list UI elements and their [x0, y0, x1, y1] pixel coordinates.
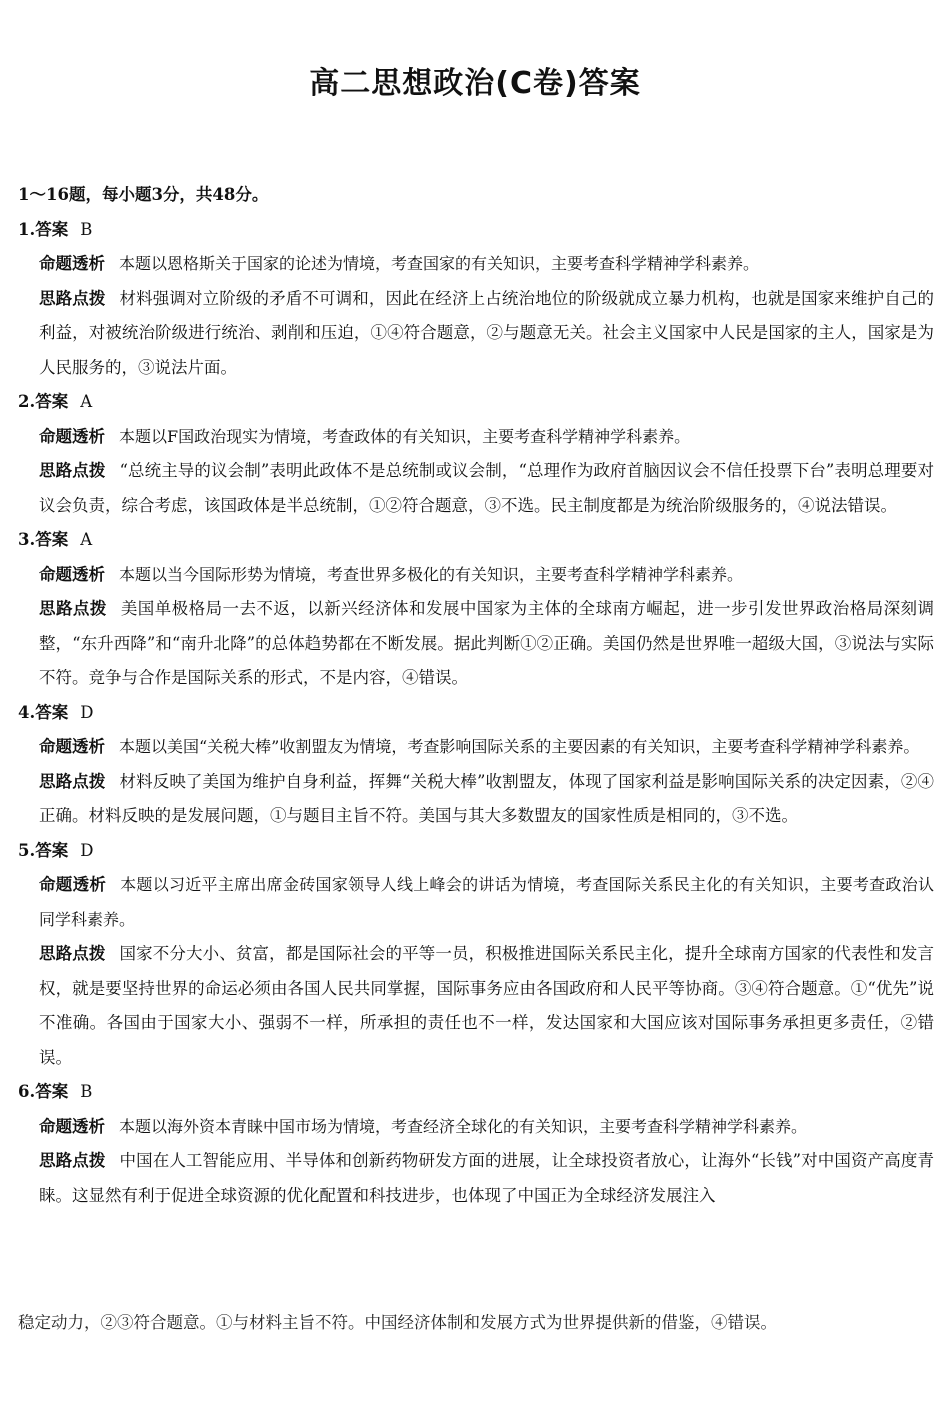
question-number: 5. — [18, 840, 36, 860]
question-number: 3. — [18, 530, 36, 549]
question-header — [18, 385, 934, 420]
question-6 — [18, 1075, 934, 1213]
question-header — [18, 1075, 934, 1110]
hint-label: 思路点拨 — [39, 771, 106, 791]
hint-text: “总统主导的议会制”表明此政体不是总统制或议会制，“总理作为政府首脑因议会不信任投票下台”表明总理要对议会负责，综合考虑，该国政体是半总统制，①②符合题意，③不选。民主制度都是为统治阶级服务的，④说法错误。 — [39, 461, 935, 515]
analysis-label: 命题透析 — [39, 254, 105, 273]
answer-value: A — [80, 392, 93, 411]
analysis-paragraph — [18, 247, 934, 282]
hint-label: 思路点拨 — [39, 599, 107, 618]
question-number: 6. — [18, 1082, 36, 1101]
hint-paragraph — [18, 454, 934, 523]
analysis-paragraph — [18, 558, 934, 593]
answer-value: D — [80, 702, 94, 722]
question-3 — [18, 523, 934, 696]
analysis-paragraph — [18, 420, 934, 455]
answer-value: A — [80, 530, 93, 549]
answer-label: 答案 — [35, 392, 69, 411]
analysis-paragraph — [18, 730, 934, 765]
hint-paragraph — [18, 765, 934, 834]
analysis-text: 本题以习近平主席出席金砖国家领导人线上峰会的讲话为情境，考查国际关系民主化的有关知识，主要考查政治认同学科素养。 — [39, 875, 934, 929]
answer-value: B — [80, 1082, 93, 1101]
analysis-paragraph — [18, 1110, 934, 1145]
answer-label: 答案 — [35, 1082, 69, 1101]
hint-paragraph — [18, 592, 934, 696]
hint-paragraph — [18, 282, 934, 386]
answer-content — [18, 178, 934, 1213]
question-header — [18, 696, 934, 731]
analysis-text: 本题以当今国际形势为情境，考查世界多极化的有关知识，主要考查科学精神学科素养。 — [119, 564, 744, 584]
hint-text: 中国在人工智能应用、半导体和创新药物研发方面的进展，让全球投资者放心，让海外“长钱”对中国资产高度青睐。这显然有利于促进全球资源的优化配置和科技进步，也体现了中国正为全球经济发展注入 — [39, 1151, 935, 1205]
intro-line: 1～16题，每小题3分，共48分。 — [18, 185, 269, 204]
hint-label: 思路点拨 — [39, 1151, 106, 1170]
question-header — [18, 213, 934, 248]
hint-text: 美国单极格局一去不返，以新兴经济体和发展中国家为主体的全球南方崛起，进一步引发世界政治格局深刻调整，“东升西降”和“南升北降”的总体趋势都在不断发展。据此判断①②正确。美国仍然是世界唯一超级大国，③说法与实际不符。竞争与合作是国际关系的形式，不是内容，④错误。 — [39, 599, 935, 687]
question-number: 1. — [18, 219, 36, 239]
question-4 — [18, 696, 934, 834]
hint-label: 思路点拨 — [39, 461, 106, 480]
truncated-line — [18, 1313, 934, 1340]
analysis-label: 命题透析 — [39, 564, 105, 584]
question-1 — [18, 213, 934, 386]
answer-label: 答案 — [35, 702, 69, 722]
analysis-label: 命题透析 — [39, 875, 107, 894]
analysis-text: 本题以海外资本青睐中国市场为情境，考查经济全球化的有关知识，主要考查科学精神学科素养。 — [119, 1116, 808, 1136]
question-5 — [18, 834, 934, 1076]
page-title: 高二思想政治(C卷)答案 — [309, 66, 641, 101]
hint-text: 国家不分大小、贫富，都是国际社会的平等一员，积极推进国际关系民主化，提升全球南方国家的代表性和发言权，就是要坚持世界的命运必须由各国人民共同掌握，国际事务应由各国政府和人民平等协商。③④符合题意。①“优先”说不准确。各国由于国家大小、强弱不一样，所承担的责任也不一样，发达国家和大国应该对国际事务承担更多责任，②错误。 — [39, 944, 934, 1067]
analysis-text: 本题以美国“关税大棒”收割盟友为情境，考查影响国际关系的主要因素的有关知识，主要考查科学精神学科素养。 — [119, 737, 920, 756]
answer-label: 答案 — [35, 530, 69, 549]
question-2 — [18, 385, 934, 523]
analysis-paragraph — [18, 868, 934, 937]
hint-paragraph — [18, 1144, 934, 1213]
answer-label: 答案 — [35, 219, 69, 239]
analysis-label: 命题透析 — [39, 426, 105, 446]
truncated-line-text: 稳定动力，②③符合题意。①与材料主旨不符。中国经济体制和发展方式为世界提供新的借鉴，④错误。 — [18, 1313, 777, 1332]
question-header — [18, 523, 934, 558]
hint-label: 思路点拨 — [39, 288, 106, 308]
question-number: 4. — [18, 702, 36, 722]
page-bottom-margin — [0, 1340, 950, 1407]
analysis-label: 命题透析 — [39, 737, 105, 756]
answer-value: D — [80, 840, 94, 860]
analysis-text: 本题以恩格斯关于国家的论述为情境，考查国家的有关知识，主要考查科学精神学科素养。 — [119, 254, 760, 273]
hint-paragraph — [18, 937, 934, 1075]
answer-label: 答案 — [35, 840, 69, 860]
hint-label: 思路点拨 — [39, 944, 106, 963]
analysis-label: 命题透析 — [39, 1116, 105, 1136]
question-number: 2. — [18, 392, 36, 411]
hint-text: 材料强调对立阶级的矛盾不可调和，因此在经济上占统治地位的阶级就成立暴力机构，也就是国家来维护自己的利益，对被统治阶级进行统治、剥削和压迫，①④符合题意，②与题意无关。社会主义国家中人民是国家的主人，国家是为人民服务的，③说法片面。 — [39, 288, 934, 377]
hint-text: 材料反映了美国为维护自身利益，挥舞“关税大棒”收割盟友，体现了国家利益是影响国际关系的决定因素，②④正确。材料反映的是发展问题，①与题目主旨不符。美国与其大多数盟友的国家性质是相同的，③不选。 — [39, 771, 935, 825]
analysis-text: 本题以F国政治现实为情境，考查政体的有关知识，主要考查科学精神学科素养。 — [119, 426, 691, 446]
question-header — [18, 834, 934, 869]
answer-value: B — [80, 219, 93, 239]
